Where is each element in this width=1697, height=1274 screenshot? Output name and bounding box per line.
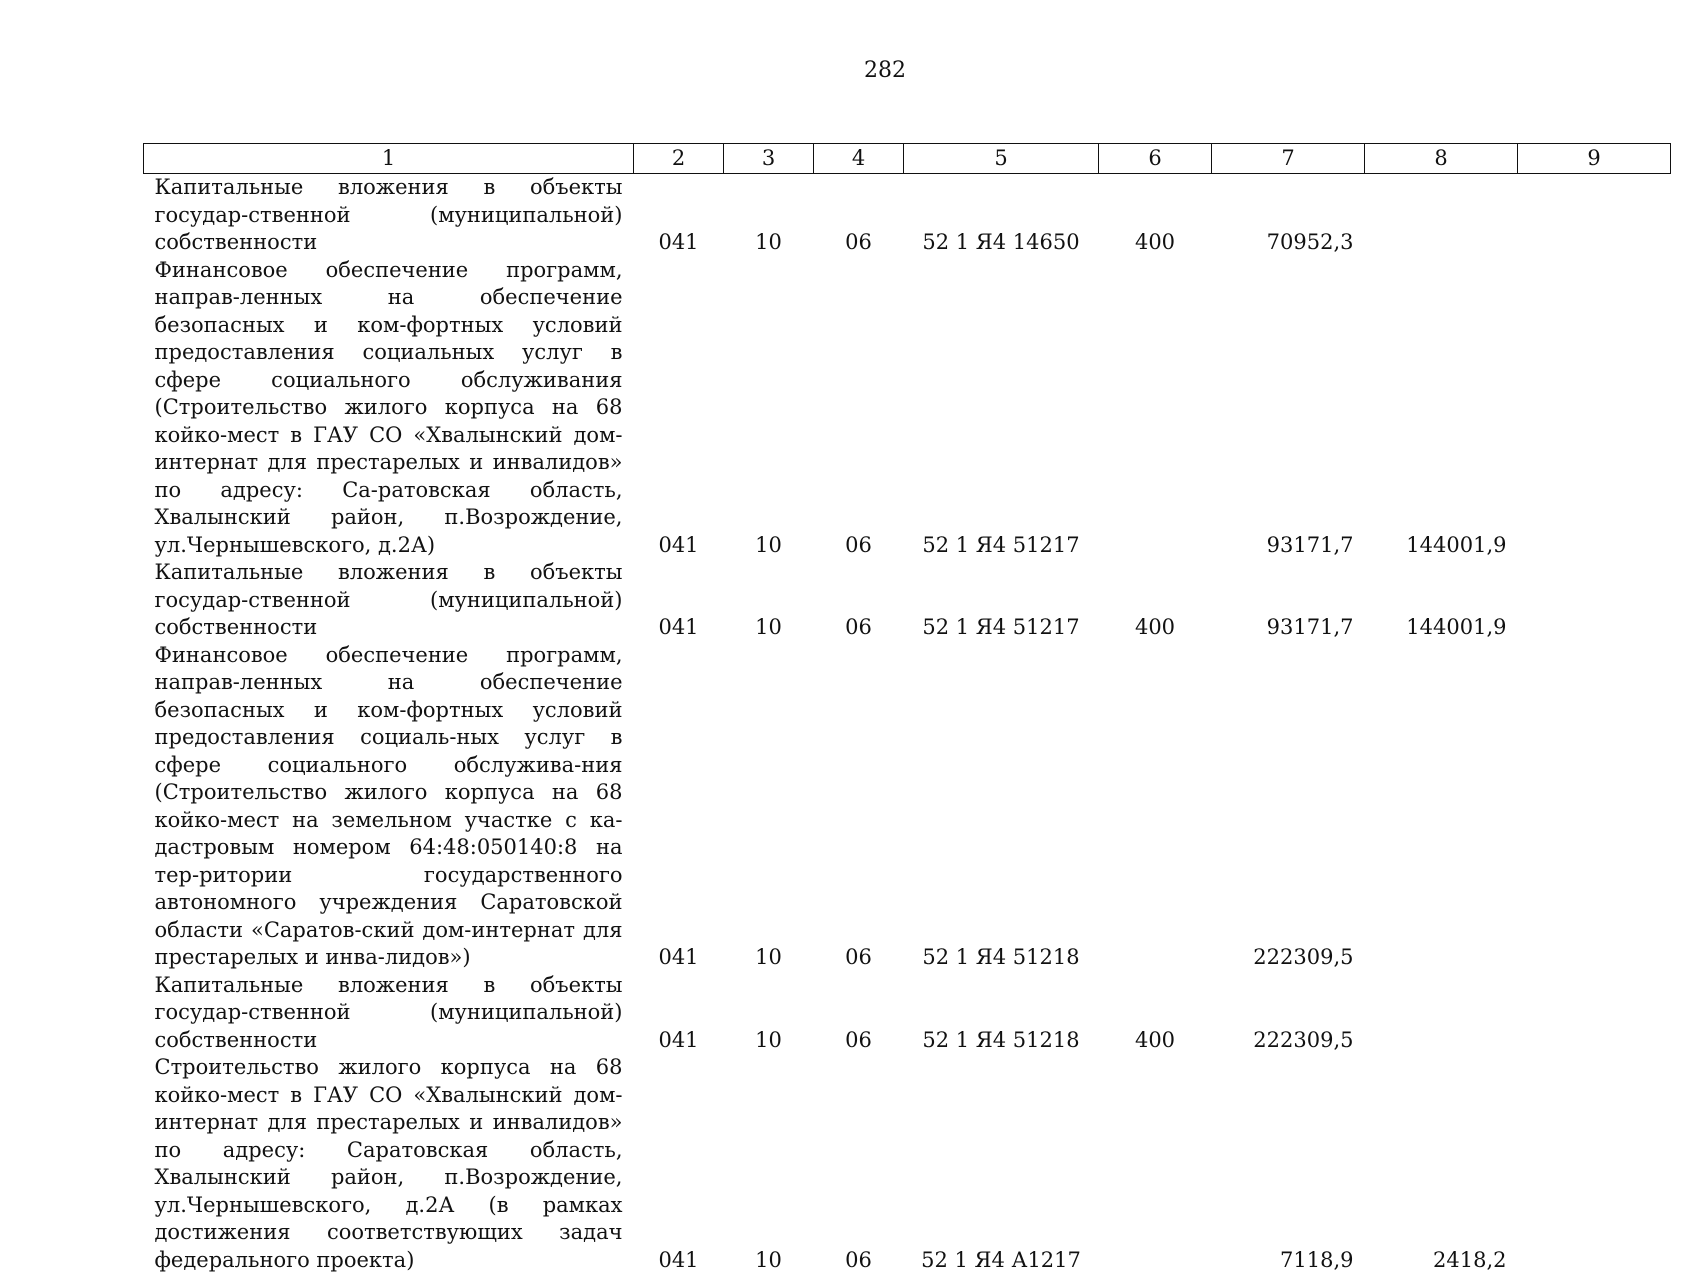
section-code: 10 (755, 230, 782, 254)
header-cell: 8 (1365, 144, 1518, 174)
amount-col-9 (1518, 257, 1671, 560)
target-article-code: 52 1 Я4 14650 (922, 230, 1080, 254)
amount-col-8: 144001,9 (1406, 532, 1507, 557)
expense-type-code: 400 (1134, 230, 1176, 254)
table-row (144, 1054, 1671, 1274)
row-name: Строительство жилого корпуса на 68 койко-мест в ГАУ СО «Хвалынский дом-интернат для престарелых и инвалидов» по адресу: Саратовская область, Хвалынский район, п.Возрождение, ул.Чернышевского, д.2А (в рамках достижения соответствующих задач федерального проекта) (154, 1055, 623, 1272)
amount-col-7: 93171,7 (1266, 615, 1354, 639)
budget-table (143, 143, 1671, 1274)
table-row (144, 559, 1671, 642)
header-cell: 4 (814, 144, 904, 174)
amount-col-8: 144001,9 (1406, 615, 1507, 639)
target-article-code: 52 1 Я4 51217 (922, 615, 1080, 639)
header-row (144, 144, 1671, 174)
subsection-code: 06 (845, 1247, 872, 1272)
amount-col-7: 70952,3 (1266, 230, 1354, 254)
amount-col-7: 93171,7 (1266, 532, 1354, 557)
table-row (144, 174, 1671, 257)
expense-type-code: 400 (1134, 615, 1176, 639)
amount-col-8 (1365, 174, 1518, 257)
header-cell: 2 (634, 144, 724, 174)
amount-col-9 (1518, 1054, 1671, 1274)
header-cell: 6 (1099, 144, 1212, 174)
ministry-code: 041 (658, 230, 699, 254)
target-article-code: 52 1 Я4 51217 (922, 532, 1080, 557)
table-row (144, 257, 1671, 560)
amount-col-9 (1518, 559, 1671, 642)
section-code: 10 (755, 945, 782, 969)
ministry-code: 041 (658, 945, 699, 969)
amount-col-7: 222309,5 (1253, 1027, 1354, 1052)
row-name: Капитальные вложения в объекты государ-ственной (муниципальной) собственности (154, 175, 623, 254)
row-name: Финансовое обеспечение программ, направ-ленных на обеспечение безопасных и ком-фортных условий предоставления социаль-ных услуг в сфере социального обслужива-ния (Строительство жилого корпуса на 68 койко-мест на земельном участке с ка-дастровым номером 64:48:050140:8 на тер-ритории государственного автономного учреждения Саратовской области «Саратов-ский дом-интернат для престарелых и инва-лидов») (154, 642, 623, 969)
row-name: Финансовое обеспечение программ, направ-ленных на обеспечение безопасных и ком-фортных условий предоставления социальных услуг в сфере социального обслуживания (Строительство жилого корпуса на 68 койко-мест в ГАУ СО «Хвалынский дом-интернат для престарелых и инвалидов» по адресу: Са-ратовская область, Хвалынский район, п.Возрождение, ул.Чернышевского, д.2А) (154, 257, 623, 557)
amount-col-8 (1365, 642, 1518, 972)
amount-col-7: 222309,5 (1253, 945, 1354, 969)
amount-col-8 (1365, 972, 1518, 1055)
amount-col-7: 7118,9 (1280, 1247, 1354, 1272)
expense-type-code: 400 (1134, 1027, 1176, 1052)
expense-type-code (1099, 1054, 1212, 1274)
header-cell: 5 (904, 144, 1099, 174)
table-row (144, 642, 1671, 972)
table-row (144, 972, 1671, 1055)
subsection-code: 06 (845, 615, 872, 639)
ministry-code: 041 (658, 1027, 699, 1052)
section-code: 10 (755, 615, 782, 639)
target-article-code: 52 1 Я4 51218 (922, 1027, 1080, 1052)
section-code: 10 (755, 1027, 782, 1052)
section-code: 10 (755, 1247, 782, 1272)
ministry-code: 041 (658, 615, 699, 639)
row-name: Капитальные вложения в объекты государ-ственной (муниципальной) собственности (154, 972, 623, 1052)
amount-col-9 (1518, 972, 1671, 1055)
header-cell: 9 (1518, 144, 1671, 174)
row-name: Капитальные вложения в объекты государ-ственной (муниципальной) собственности (154, 560, 623, 639)
subsection-code: 06 (845, 230, 872, 254)
amount-col-9 (1518, 174, 1671, 257)
ministry-code: 041 (658, 532, 699, 557)
expense-type-code (1099, 642, 1212, 972)
header-cell: 7 (1212, 144, 1365, 174)
subsection-code: 06 (845, 1027, 872, 1052)
section-code: 10 (755, 532, 782, 557)
header-cell: 3 (724, 144, 814, 174)
subsection-code: 06 (845, 532, 872, 557)
target-article-code: 52 1 Я4 А1217 (921, 1247, 1081, 1272)
expense-type-code (1099, 257, 1212, 560)
header-cell: 1 (144, 144, 634, 174)
subsection-code: 06 (845, 945, 872, 969)
ministry-code: 041 (658, 1247, 699, 1272)
amount-col-8: 2418,2 (1433, 1247, 1507, 1272)
amount-col-9 (1518, 642, 1671, 972)
page-number: 282 (864, 58, 906, 83)
target-article-code: 52 1 Я4 51218 (922, 945, 1080, 969)
